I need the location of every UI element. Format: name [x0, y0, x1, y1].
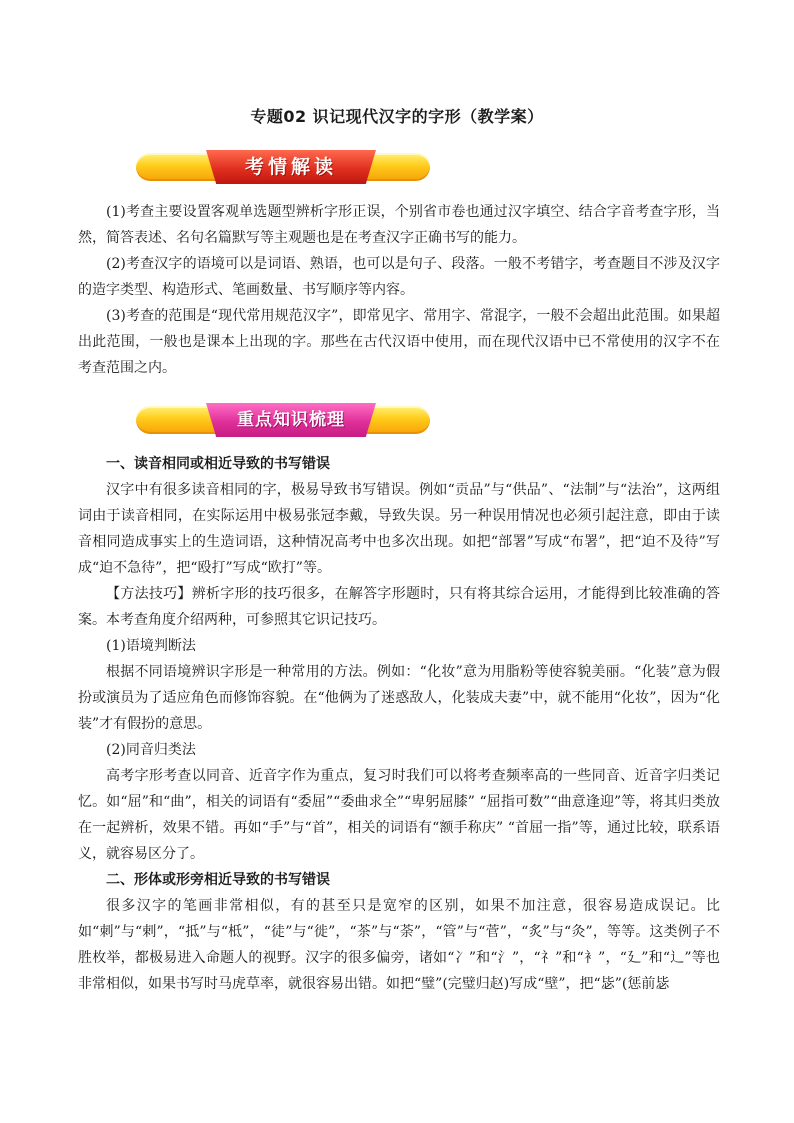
- paragraph: (1)考查主要设置客观单选题型辨析字形正误，个别省市卷也通过汉字填空、结合字音考查字形，当然，简答表述、名句名篇默写等主观题也是在考查汉字正确书写的能力。: [78, 204, 720, 246]
- key-knowledge-section: [78, 451, 720, 997]
- section-banner-exam-analysis: [136, 150, 430, 184]
- paragraph: (2)考查汉字的语境可以是词语、熟语，也可以是句子、段落。一般不考错字，考查题目不涉及汉字的造字类型、构造形式、笔画数量、书写顺序等内容。: [78, 256, 720, 298]
- banner-label: 考情解读: [244, 156, 337, 178]
- section-heading: 一、读音相同或相近导致的书写错误: [106, 456, 330, 472]
- paragraph: 汉字中有很多读音相同的字，极易导致书写错误。例如“贡品”与“供品”、“法制”与“法治”，这两组词由于读音相同，在实际运用中极易张冠李戴，导致失误。另一种误用情况也必须引起注意，即由于读音相同造成事实上的生造词语，这种情况高考中也多次出现。如把“部署”写成“布署”，把“迫不及待”写成“迫不急待”，把“殴打”写成“欧打”等。: [78, 482, 720, 576]
- subheading: (1)语境判断法: [106, 638, 196, 654]
- paragraph: (3)考查的范围是“现代常用规范汉字”，即常见字、常用字、常混字，一般不会超出此范围。如果超出此范围，一般也是课本上出现的字。那些在古代汉语中使用，而在现代汉语中已不常使用的汉字不在考查范围之内。: [78, 308, 720, 376]
- section-banner-key-knowledge: [136, 403, 430, 437]
- method-tip-paragraph: 【方法技巧】辨析字形的技巧很多，在解答字形题时，只有将其综合运用，才能得到比较准确的答案。本考查角度介绍两种，可参照其它识记技巧。: [78, 586, 720, 628]
- paragraph: 高考字形考查以同音、近音字作为重点，复习时我们可以将考查频率高的一些同音、近音字归类记忆。如“屈”和“曲”，相关的词语有“委屈”“委曲求全”“卑躬屈膝” “屈指可数”“曲意逢迎”等，将其归类放在一起辨析，效果不错。再如“手”与“首”，相关的词语有“额手称庆” “首屈一指”等，通过比较，联系语义，就容易区分了。: [78, 768, 720, 862]
- exam-analysis-section: [78, 199, 720, 381]
- banner-label: 重点知识梳理: [237, 410, 345, 430]
- paragraph: 根据不同语境辨识字形是一种常用的方法。例如：“化妆”意为用脂粉等使容貌美丽。“化装”意为假扮或演员为了适应角色而修饰容貌。在“他俩为了迷惑敌人，化装成夫妻”中，就不能用“化妆”，因为“化装”才有假扮的意思。: [78, 664, 720, 732]
- page-title: 专题02 识记现代汉字的字形（教学案）: [250, 107, 544, 126]
- section-heading: 二、形体或形旁相近导致的书写错误: [106, 872, 330, 888]
- subheading: (2)同音归类法: [106, 742, 196, 758]
- paragraph: 很多汉字的笔画非常相似，有的甚至只是宽窄的区别，如果不加注意，很容易造成误记。比如“刺”与“剌”，“抵”与“柢”，“徒”与“徙”，“茶”与“荼”，“管”与“菅”，“炙”与“灸”，等等。这类例子不胜枚举，都极易进入命题人的视野。汉字的很多偏旁，诸如“冫”和“氵”，“礻”和“衤”，“廴”和“辶”等也非常相似，如果书写时马虎草率，就很容易出错。如把“璧”(完璧归赵)写成“壁”，把“毖”(惩前毖: [78, 898, 720, 992]
